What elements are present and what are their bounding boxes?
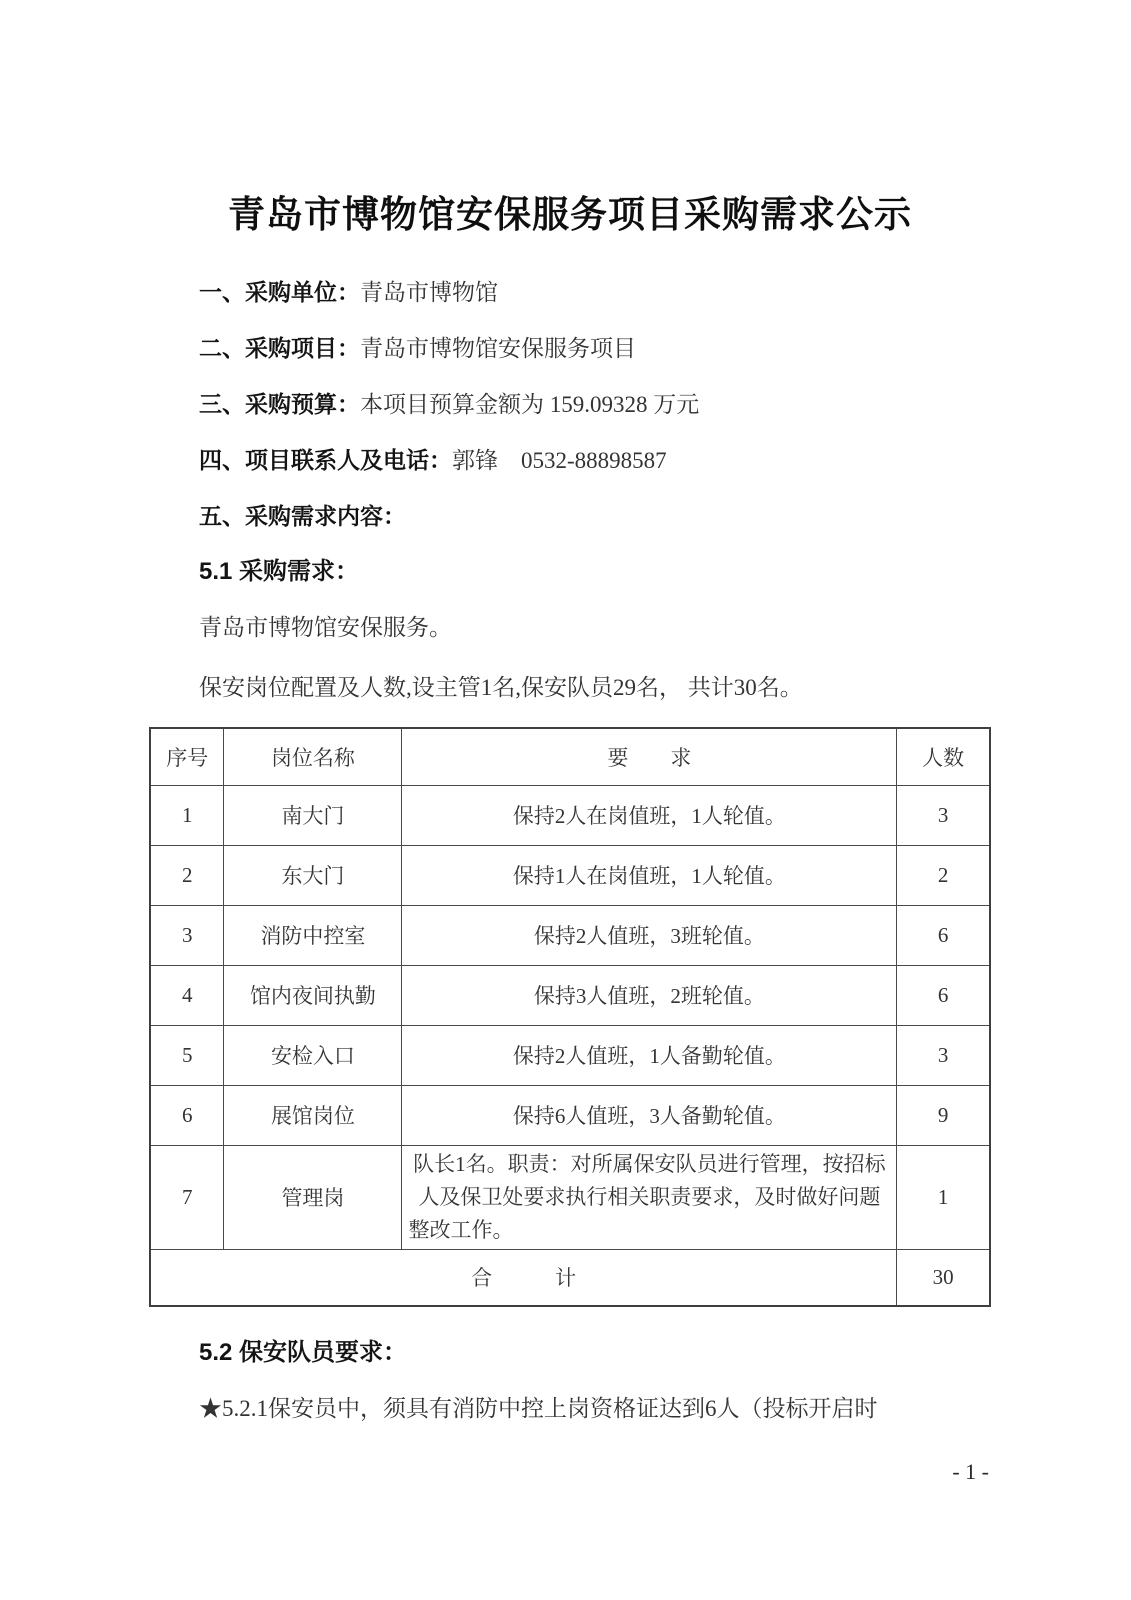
- cell-count: 2: [897, 845, 990, 905]
- cell-count: 1: [897, 1145, 990, 1249]
- cell-post: 消防中控室: [224, 905, 402, 965]
- item-label: 四、项目联系人及电话：: [199, 447, 452, 473]
- col-header-post: 岗位名称: [224, 728, 402, 785]
- section-5-2-heading: 5.2 保安队员要求：: [199, 1339, 408, 1366]
- cell-post: 馆内夜间执勤: [224, 965, 402, 1025]
- cell-no: 7: [150, 1145, 224, 1249]
- cell-post: 南大门: [224, 785, 402, 845]
- cell-no: 2: [150, 845, 224, 905]
- cell-count: 6: [897, 905, 990, 965]
- cell-count: 3: [897, 785, 990, 845]
- item-label: 五、采购需求内容：: [199, 503, 406, 529]
- total-value-cell: 30: [897, 1249, 990, 1306]
- cell-no: 6: [150, 1085, 224, 1145]
- cell-count: 3: [897, 1025, 990, 1085]
- cell-req: 队长1名。职责：对所属保安队员进行管理，按招标人及保卫处要求执行相关职责要求，及时做好问题整改工作。: [402, 1145, 897, 1249]
- table-row: [150, 1145, 990, 1249]
- cell-req: 保持6人值班，3人备勤轮值。: [402, 1085, 897, 1145]
- cell-no: 1: [150, 785, 224, 845]
- table-total-row: [150, 1249, 990, 1306]
- col-header-req: 要 求: [402, 728, 897, 785]
- table-row: [150, 845, 990, 905]
- col-header-count: 人数: [897, 728, 990, 785]
- cell-req: 保持2人值班，3班轮值。: [402, 905, 897, 965]
- table-row: [150, 1085, 990, 1145]
- cell-no: 3: [150, 905, 224, 965]
- staffing-table: [149, 727, 991, 1307]
- cell-no: 4: [150, 965, 224, 1025]
- cell-post: 东大门: [224, 845, 402, 905]
- item-requirement-content: [149, 500, 991, 533]
- item-value: 本项目预算金额为 159.09328 万元: [360, 392, 700, 417]
- item-label: 一、采购单位：: [199, 279, 360, 305]
- table-row: [150, 905, 990, 965]
- item-value: 青岛市博物馆: [360, 280, 498, 305]
- cell-count: 9: [897, 1085, 990, 1145]
- page-title: 青岛市博物馆安保服务项目采购需求公示: [228, 194, 912, 235]
- item-purchase-unit: [149, 276, 991, 309]
- cell-req: 保持2人值班，1人备勤轮值。: [402, 1025, 897, 1085]
- document-page: [149, 0, 991, 1487]
- cell-post: 安检入口: [224, 1025, 402, 1085]
- page-number: - 1 -: [952, 1459, 989, 1484]
- cell-req: 保持2人在岗值班，1人轮值。: [402, 785, 897, 845]
- item-label: 三、采购预算：: [199, 391, 360, 417]
- item-value: 青岛市博物馆安保服务项目: [360, 336, 636, 361]
- item-purchase-budget: [149, 388, 991, 421]
- cell-post: 管理岗: [224, 1145, 402, 1249]
- cell-post: 展馆岗位: [224, 1085, 402, 1145]
- item-project-contact: [149, 444, 991, 477]
- section-5-1-heading: 5.1 采购需求：: [199, 558, 360, 585]
- requirement-5-2-1: ★5.2.1保安员中，须具有消防中控上岗资格证达到6人（投标开启时: [199, 1396, 878, 1421]
- service-description: 青岛市博物馆安保服务。: [199, 615, 452, 640]
- col-header-no: 序号: [150, 728, 224, 785]
- table-row: [150, 965, 990, 1025]
- item-purchase-project: [149, 332, 991, 365]
- cell-count: 6: [897, 965, 990, 1025]
- cell-req: 保持1人在岗值班，1人轮值。: [402, 845, 897, 905]
- item-value: 郭锋 0532-88898587: [452, 448, 667, 473]
- table-header-row: [150, 728, 990, 785]
- total-label-cell: 合 计: [150, 1249, 897, 1306]
- table-row: [150, 785, 990, 845]
- cell-no: 5: [150, 1025, 224, 1085]
- item-label: 二、采购项目：: [199, 335, 360, 361]
- staffing-summary: 保安岗位配置及人数,设主管1名,保安队员29名， 共计30名。: [199, 675, 803, 700]
- cell-req: 保持3人值班，2班轮值。: [402, 965, 897, 1025]
- table-row: [150, 1025, 990, 1085]
